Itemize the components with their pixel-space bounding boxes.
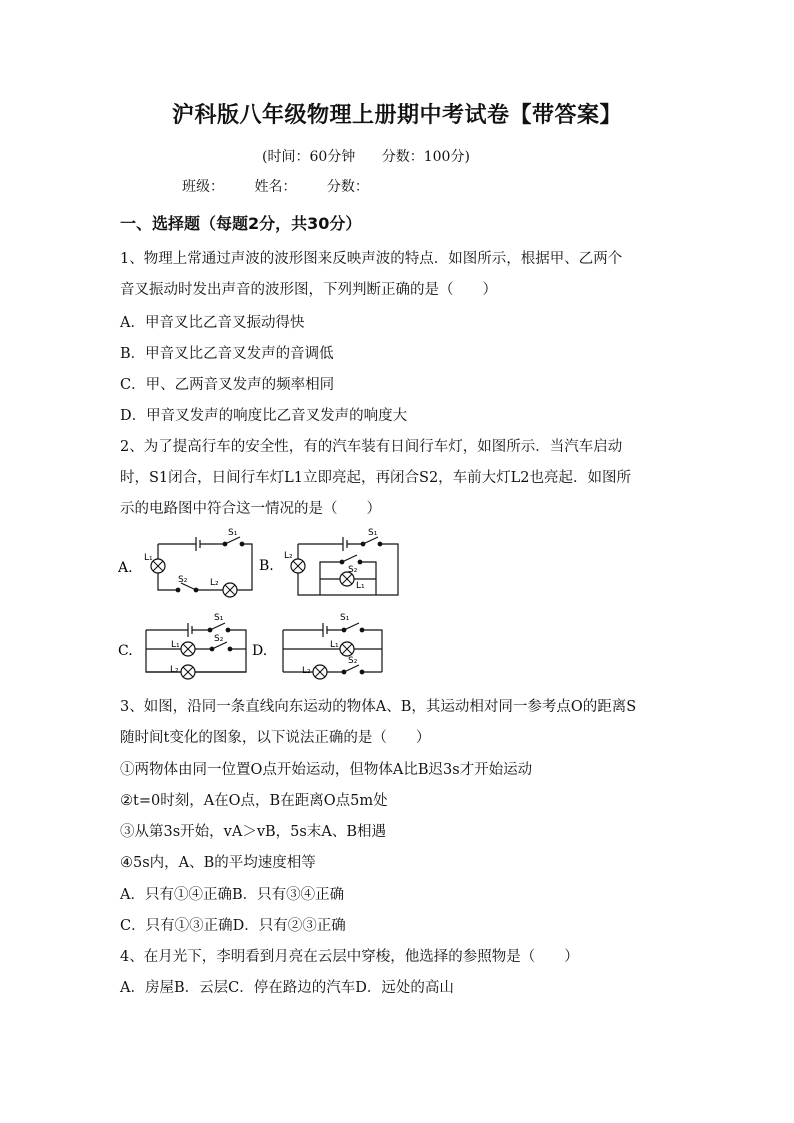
q2-option-d: D. — [252, 643, 268, 659]
label-l1: L₁ — [144, 553, 153, 563]
q3-stem-line2: 随时间t变化的图象，以下说法正确的是（ ） — [120, 730, 431, 746]
class-label: 班级： — [182, 179, 224, 195]
q1-stem-line1: 1、物理上常通过声波的波形图来反映声波的特点．如图所示，根据甲、乙两个 — [120, 251, 623, 267]
q3-statement-4: ④5s内，A、B的平均速度相等 — [120, 855, 316, 871]
circuit-c — [146, 623, 246, 679]
label-s1: S₁ — [340, 613, 350, 623]
label-s2: S₂ — [348, 565, 358, 575]
q3-statement-3: ③从第3s开始，vA＞vB，5s末A、B相遇 — [120, 824, 386, 840]
label-l2: L₂ — [170, 665, 179, 675]
q1-stem-line2: 音叉振动时发出声音的波形图，下列判断正确的是（ ） — [120, 282, 497, 298]
label-s2: S₂ — [348, 656, 358, 666]
circuit-b — [291, 537, 398, 595]
label-s1: S₁ — [214, 613, 224, 623]
q3-statement-2: ②t=0时刻，A在O点，B在距离O点5m处 — [120, 793, 388, 809]
circuit-d — [283, 623, 382, 679]
circuit-a — [151, 537, 252, 597]
q3-statement-1: ①两物体由同一位置O点开始运动，但物体A比B迟3s才开始运动 — [120, 762, 533, 778]
q1-option-c: C．甲、乙两音叉发声的频率相同 — [120, 377, 335, 393]
label-s1: S₁ — [228, 528, 238, 538]
section-heading-choice: 一、选择题（每题2分，共30分） — [120, 214, 362, 233]
label-l1: L₁ — [356, 581, 365, 591]
q2-option-a: A. — [118, 560, 133, 576]
label-l1: L₁ — [171, 640, 180, 650]
label-l1: L₁ — [330, 640, 339, 650]
score-label: 分数： — [326, 179, 369, 195]
label-l2: L₂ — [302, 666, 311, 676]
label-s2: S₂ — [214, 634, 224, 644]
q4-options: A．房屋B．云层C．停在路边的汽车D．远处的高山 — [120, 980, 454, 996]
q2-stem-line2: 时，S1闭合，日间行车灯L1立即亮起，再闭合S2，车前大灯L2也亮起．如图所 — [120, 470, 632, 486]
q1-option-b: B．甲音叉比乙音叉发声的音调低 — [120, 346, 334, 362]
lamp-icon — [181, 665, 195, 679]
q2-circuit-diagrams — [118, 522, 418, 694]
lamp-icon — [151, 559, 165, 573]
q4-stem: 4、在月光下，李明看到月亮在云层中穿梭，他选择的参照物是（ ） — [120, 949, 579, 965]
label-l2: L₂ — [284, 551, 293, 561]
lamp-icon — [313, 665, 327, 679]
label-s2: S₂ — [178, 575, 188, 585]
q2-option-b: B. — [259, 558, 274, 574]
lamp-icon — [291, 559, 305, 573]
q2-option-c: C. — [118, 643, 133, 659]
q3-stem-line1: 3、如图，沿同一条直线向东运动的物体A、B，其运动相对同一参考点O的距离S — [120, 699, 637, 715]
name-label: 姓名： — [254, 179, 297, 195]
q2-stem-line3: 示的电路图中符合这一情况的是（ ） — [120, 501, 381, 517]
q3-options-cd: C．只有①③正确D．只有②③正确 — [120, 918, 346, 934]
q3-options-ab: A．只有①④正确B．只有③④正确 — [120, 887, 345, 903]
lamp-icon — [340, 642, 354, 656]
lamp-icon — [223, 583, 237, 597]
lamp-icon — [181, 642, 195, 656]
exam-title: 沪科版八年级物理上册期中考试卷【带答案】 — [171, 103, 622, 128]
label-s1: S₁ — [368, 528, 378, 538]
q1-option-d: D．甲音叉发声的响度比乙音叉发声的响度大 — [120, 408, 408, 424]
label-l2: L₂ — [210, 578, 219, 588]
q2-stem-line1: 2、为了提高行车的安全性，有的汽车装有日间行车灯，如图所示．当汽车启动 — [120, 439, 623, 455]
exam-time-score — [262, 146, 492, 166]
exam-total-score: 分数：100分) — [381, 149, 470, 165]
exam-time: (时间：60分钟 — [262, 149, 356, 165]
student-info-line — [182, 176, 395, 196]
q1-option-a: A．甲音叉比乙音叉振动得快 — [120, 315, 305, 331]
